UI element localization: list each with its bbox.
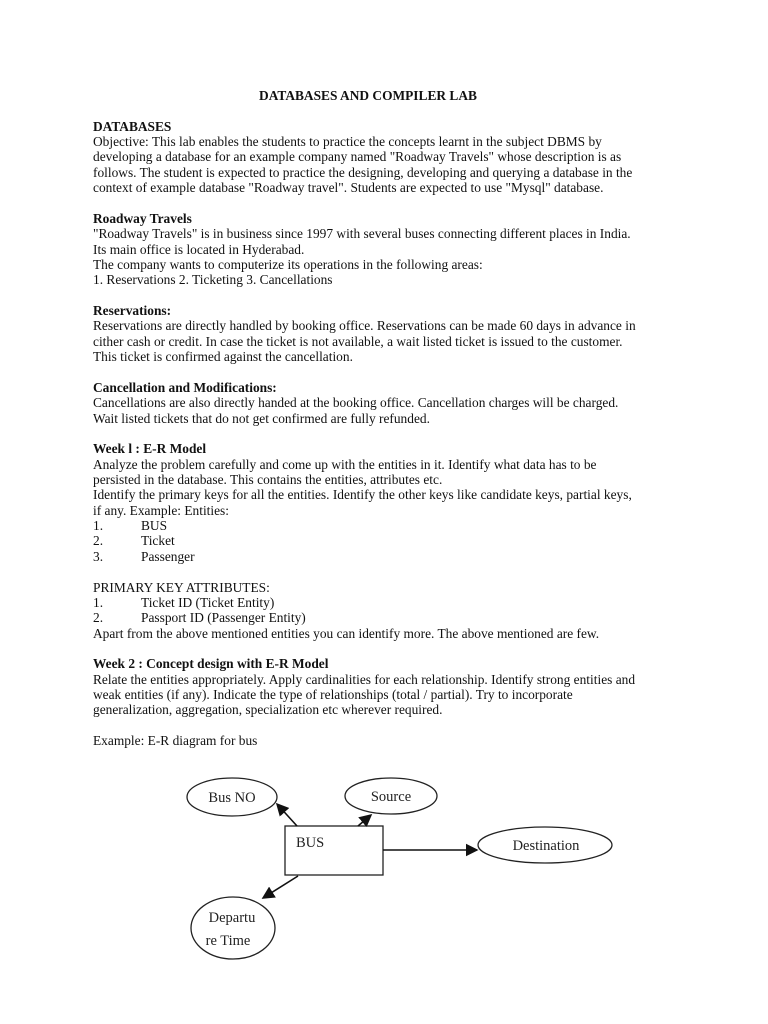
list-text: Ticket (141, 533, 175, 549)
section-heading-reservations: Reservations: (93, 303, 172, 319)
list-number: 2. (93, 610, 104, 626)
text-line: Its main office is located in Hyderabad. (93, 241, 305, 257)
entity-bus-label: BUS (296, 835, 325, 851)
text-line: cither cash or credit. In case the ticket is not available, a wait listed ticket is issued to the customer. (93, 333, 623, 349)
text-line: generalization, aggregation, specialization etc wherever required. (93, 702, 443, 718)
list-number: 1. (93, 518, 104, 534)
text-line: weak entities (if any). Indicate the type of relationships (total / partial). Try to incorporate (93, 687, 573, 703)
section-heading-cancellation: Cancellation and Modifications: (93, 379, 277, 395)
section-heading-week2: Week 2 : Concept design with E-R Model (93, 656, 329, 672)
text-line: if any. Example: Entities: (93, 502, 229, 518)
text-line: Reservations are directly handled by booking office. Reservations can be made 60 days in advance in (93, 318, 636, 334)
pk-heading: PRIMARY KEY ATTRIBUTES: (93, 579, 270, 595)
text-line: Objective: This lab enables the students to practice the concepts learnt in the subject DBMS by (93, 134, 602, 150)
attribute-departure-label-1: Departu (208, 910, 256, 926)
list-number: 1. (93, 594, 104, 610)
text-line: Wait listed tickets that do not get confirmed are fully refunded. (93, 410, 430, 426)
attribute-departure-ellipse (191, 897, 275, 959)
attribute-destination-label: Destination (512, 838, 580, 854)
text-line: This ticket is confirmed against the cancellation. (93, 349, 353, 365)
list-text: Passenger (141, 548, 195, 564)
list-number: 2. (93, 533, 104, 549)
text-line: context of example database "Roadway travel". Students are expected to use "Mysql" database. (93, 180, 604, 196)
list-text: BUS (141, 518, 168, 534)
text-line: "Roadway Travels" is in business since 1997 with several buses connecting different places in India. (93, 226, 631, 242)
attribute-source-label: Source (370, 789, 412, 805)
text-line: Cancellations are also directly handed at the booking office. Cancellation charges will be charged. (93, 395, 619, 411)
text-line: Analyze the problem carefully and come up with the entities in it. Identify what data has to be (93, 456, 597, 472)
section-heading-week1: Week l : E-R Model (93, 441, 207, 457)
text-line: persisted in the database. This contains the entities, attributes etc. (93, 471, 443, 487)
attribute-busno-label: Bus NO (208, 790, 256, 806)
text-line: Apart from the above mentioned entities you can identify more. The above mentioned are few. (93, 625, 600, 641)
text-line: Relate the entities appropriately. Apply cardinalities for each relationship. Identify strong entities and (93, 671, 636, 687)
list-number: 3. (93, 548, 104, 564)
section-heading-roadway: Roadway Travels (93, 210, 192, 226)
example-caption: Example: E-R diagram for bus (93, 733, 258, 749)
document-title: DATABASES AND COMPILER LAB (259, 88, 477, 103)
attribute-departure-label-2: re Time (205, 933, 251, 949)
arrow-to-source (358, 815, 371, 826)
list-text: Passport ID (Passenger Entity) (141, 610, 306, 626)
list-text: Ticket ID (Ticket Entity) (141, 594, 275, 610)
text-line: developing a database for an example company named "Roadway Travels" whose description is as (93, 149, 622, 165)
text-line: follows. The student is expected to practice the designing, developing and querying a database in the (93, 164, 633, 180)
text-line: 1. Reservations 2. Ticketing 3. Cancellations (93, 272, 333, 288)
text-line: Identify the primary keys for all the entities. Identify the other keys like candidate keys, partial keys, (93, 487, 632, 503)
arrow-to-departure (263, 876, 298, 898)
text-line: The company wants to computerize its operations in the following areas: (93, 256, 483, 272)
section-heading-databases: DATABASES (93, 118, 172, 134)
arrow-to-busno (277, 804, 297, 826)
